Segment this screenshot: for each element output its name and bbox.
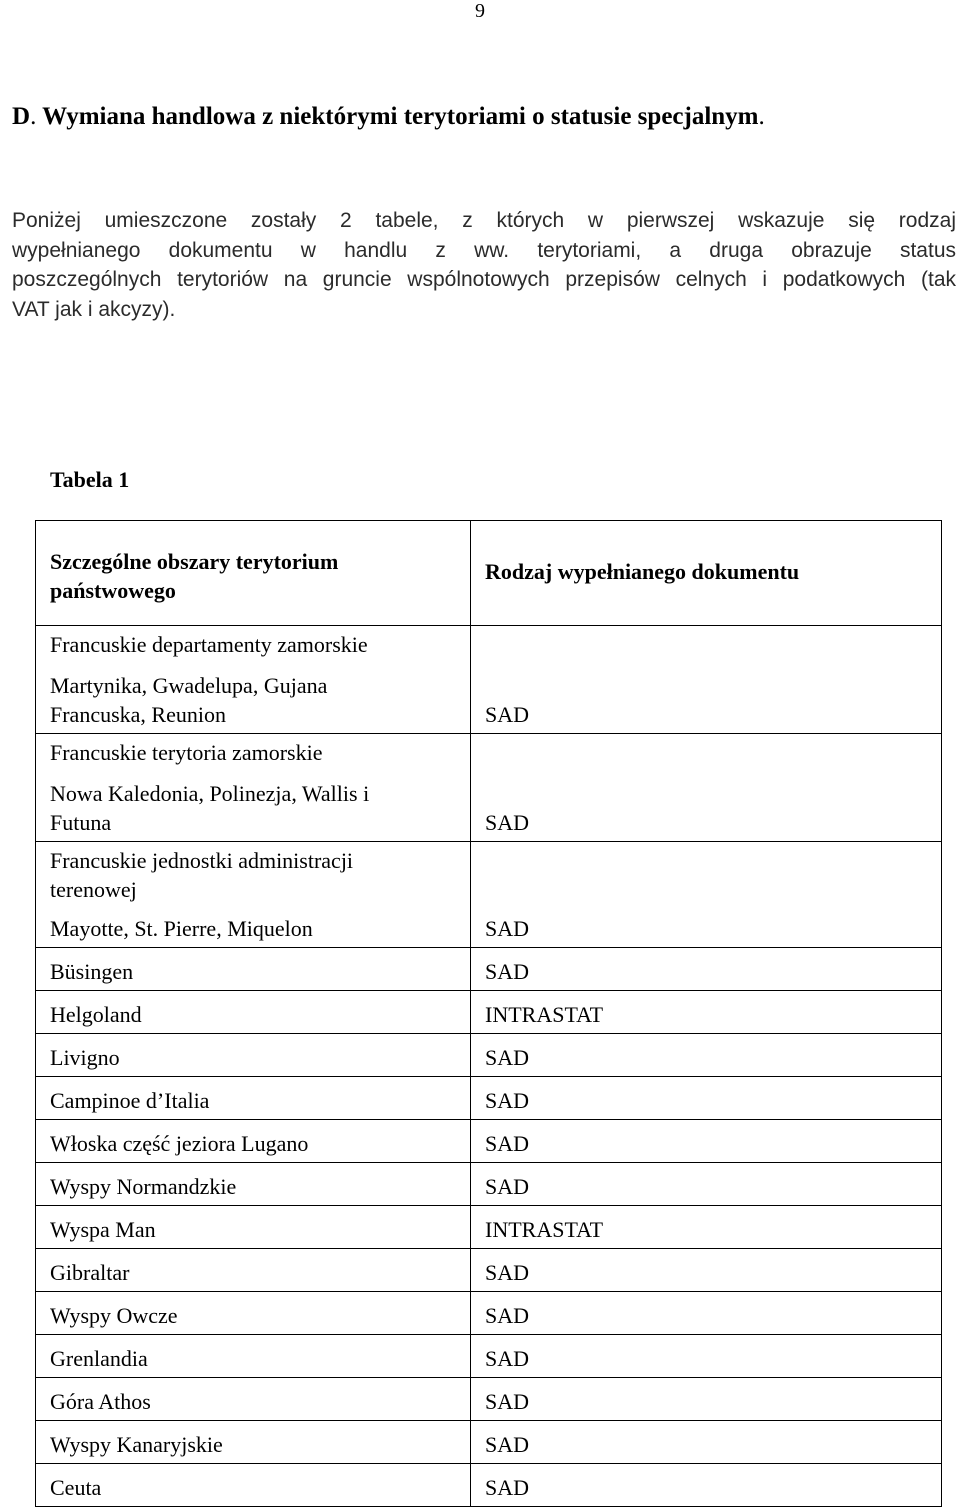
- area-cell: Wyspy Kanaryjskie: [36, 1421, 471, 1464]
- table-row: [36, 1335, 942, 1378]
- table-row: [36, 1292, 942, 1335]
- table-row: [36, 1464, 942, 1507]
- intro-line: Poniżej umieszczone zostały 2 tabele, z których w pierwszej wskazuje się rodzaj: [12, 209, 956, 232]
- area-cell: Büsingen: [36, 948, 471, 991]
- area-cell: Grenlandia: [36, 1335, 471, 1378]
- group-areas-line: Mayotte, St. Pierre, Miquelon: [50, 916, 313, 941]
- document-cell: SAD: [471, 1464, 942, 1507]
- table-row: [36, 1120, 942, 1163]
- table-row-group: [36, 734, 942, 842]
- area-cell: Gibraltar: [36, 1249, 471, 1292]
- group-cell: [36, 842, 471, 948]
- group-areas-line: Futuna: [50, 810, 112, 835]
- area-cell: Wyspy Owcze: [36, 1292, 471, 1335]
- document-cell: SAD: [471, 1249, 942, 1292]
- intro-line: wypełnianego dokumentu w handlu z ww. terytoriami, a druga obrazuje status: [12, 238, 956, 262]
- section-heading: [12, 100, 952, 134]
- document-cell: SAD: [471, 1120, 942, 1163]
- table-row: [36, 1206, 942, 1249]
- area-cell: Wyspa Man: [36, 1206, 471, 1249]
- document-cell: SAD: [471, 1077, 942, 1120]
- area-cell: Góra Athos: [36, 1378, 471, 1421]
- section-title: Wymiana handlowa z niektórymi terytoriami o statusie specjalnym: [42, 103, 759, 130]
- table-caption: Tabela 1: [50, 467, 130, 492]
- group-areas-line: Nowa Kaledonia, Polinezja, Wallis i: [50, 781, 370, 806]
- area-cell: Campinoe d’Italia: [36, 1077, 471, 1120]
- document-cell: SAD: [471, 1378, 942, 1421]
- table-row: [36, 1034, 942, 1077]
- group-areas-line: Martynika, Gwadelupa, Gujana: [50, 673, 328, 698]
- intro-paragraph: [12, 206, 956, 324]
- intro-line: poszczególnych terytoriów na gruncie wspólnotowych przepisów celnych i podatkowych (tak: [12, 268, 956, 291]
- group-cell: [36, 626, 471, 734]
- document-cell: SAD: [471, 948, 942, 991]
- table-row: [36, 1421, 942, 1464]
- group-title: [50, 846, 456, 904]
- intro-line: VAT jak i akcyzy).: [12, 297, 176, 321]
- area-cell: Livigno: [36, 1034, 471, 1077]
- table-row: [36, 1077, 942, 1120]
- document-cell: SAD: [471, 1034, 942, 1077]
- area-cell: Helgoland: [36, 991, 471, 1034]
- document-cell: SAD: [471, 1335, 942, 1378]
- document-cell: SAD: [471, 1292, 942, 1335]
- group-title-line: terenowej: [50, 877, 137, 902]
- table-row-group: [36, 842, 942, 948]
- section-letter: D: [12, 103, 31, 130]
- area-cell: Włoska część jeziora Lugano: [36, 1120, 471, 1163]
- table-row: [36, 948, 942, 991]
- header-areas-line: państwowego: [50, 578, 176, 603]
- document-cell: INTRASTAT: [471, 1206, 942, 1249]
- territories-table: [35, 520, 942, 1507]
- table-row: [36, 1163, 942, 1206]
- table-header-row: [36, 521, 942, 626]
- table-row: [36, 991, 942, 1034]
- table-row: [36, 1378, 942, 1421]
- area-cell: Ceuta: [36, 1464, 471, 1507]
- document-cell: SAD: [471, 626, 942, 734]
- document-cell: SAD: [471, 734, 942, 842]
- section-letter-dot: .: [30, 103, 37, 130]
- area-cell: Wyspy Normandzkie: [36, 1163, 471, 1206]
- group-title: Francuskie departamenty zamorskie: [50, 632, 368, 657]
- document-cell: SAD: [471, 1421, 942, 1464]
- header-areas-line: Szczególne obszary terytorium: [50, 549, 339, 574]
- group-title: Francuskie terytoria zamorskie: [50, 740, 323, 765]
- document-cell: SAD: [471, 842, 942, 948]
- section-title-dot: .: [758, 103, 765, 130]
- group-title-line: Francuskie jednostki administracji: [50, 848, 354, 873]
- document-cell: SAD: [471, 1163, 942, 1206]
- table-row: [36, 1249, 942, 1292]
- table-row-group: [36, 626, 942, 734]
- group-areas-line: Francuska, Reunion: [50, 702, 226, 727]
- group-cell: [36, 734, 471, 842]
- page-number: 9: [475, 0, 485, 22]
- header-areas: [36, 521, 471, 626]
- header-document: Rodzaj wypełnianego dokumentu: [471, 521, 942, 626]
- document-cell: INTRASTAT: [471, 991, 942, 1034]
